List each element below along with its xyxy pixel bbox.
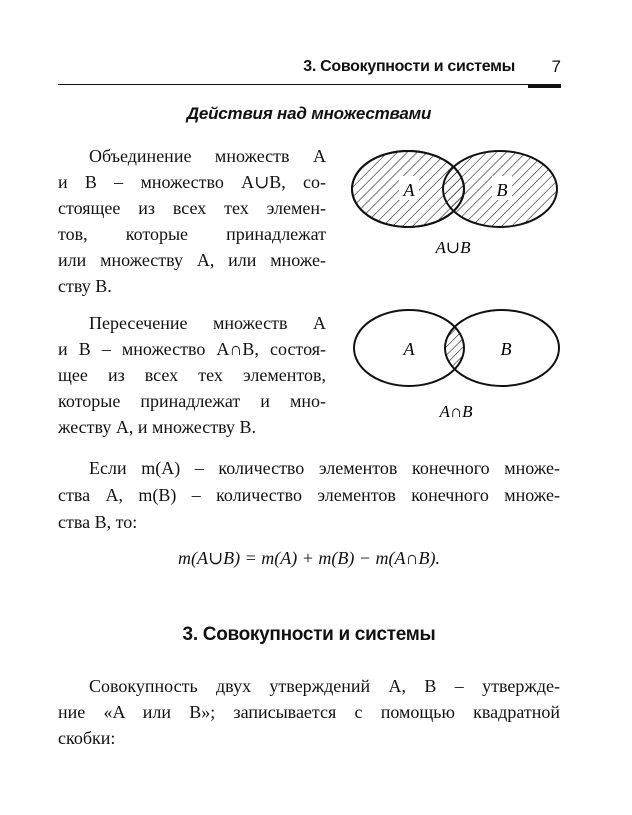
header-rule [58,84,560,85]
intersection-paragraph [58,310,326,440]
inclusion-exclusion-formula: m(A∪B) = m(A) + m(B) − m(A∩B). [178,548,440,568]
intersection-line: и B – множество A∩B, состоя- [58,339,326,359]
intersection-line: которые принадлежат и мно- [58,391,326,411]
union-line: тов, которые принадлежат [58,224,326,244]
count-line: ства B, то: [58,512,138,532]
subsection-heading: Действия над множествами [186,104,432,123]
count-paragraph [58,455,560,536]
aggregate-paragraph [58,673,560,751]
union-line: Объединение множеств A [89,146,326,166]
intersection-line: жеству A, и множеству B. [58,417,256,437]
intersection-line: щее из всех тех элементов, [58,365,326,385]
section-title: 3. Совокупности и системы [182,624,436,645]
union-venn-diagram [340,140,570,265]
union-line: ству B. [58,276,112,296]
count-line: Если m(A) – количество элементов конечного множе- [89,458,560,478]
union-line: и B – множество A∪B, со- [58,172,326,192]
count-line: ства A, m(B) – количество элементов конечного множе- [58,485,560,505]
union-label-a: A [403,180,415,200]
aggregate-line: скобки: [58,728,116,748]
intersection-caption: A∩B [439,402,473,421]
intersection-label-a: A [403,339,415,359]
union-label-b: B [496,180,508,200]
union-paragraph [58,143,326,299]
intersection-label-b: B [500,339,512,359]
union-line: стоящее из всех тех элемен- [58,198,326,218]
intersection-venn-diagram [340,300,570,430]
union-line: или множеству A, или множе- [58,250,326,270]
running-header-title: 3. Совокупности и системы [303,58,515,75]
page-number: 7 [551,57,561,76]
header-page-tab [528,84,561,88]
union-caption: A∪B [435,238,471,257]
intersection-line: Пересечение множеств A [89,313,326,333]
aggregate-line: Совокупность двух утверждений A, B – утвержде- [89,676,560,696]
aggregate-line: ние «A или B»; записывается с помощью квадратной [58,702,560,722]
